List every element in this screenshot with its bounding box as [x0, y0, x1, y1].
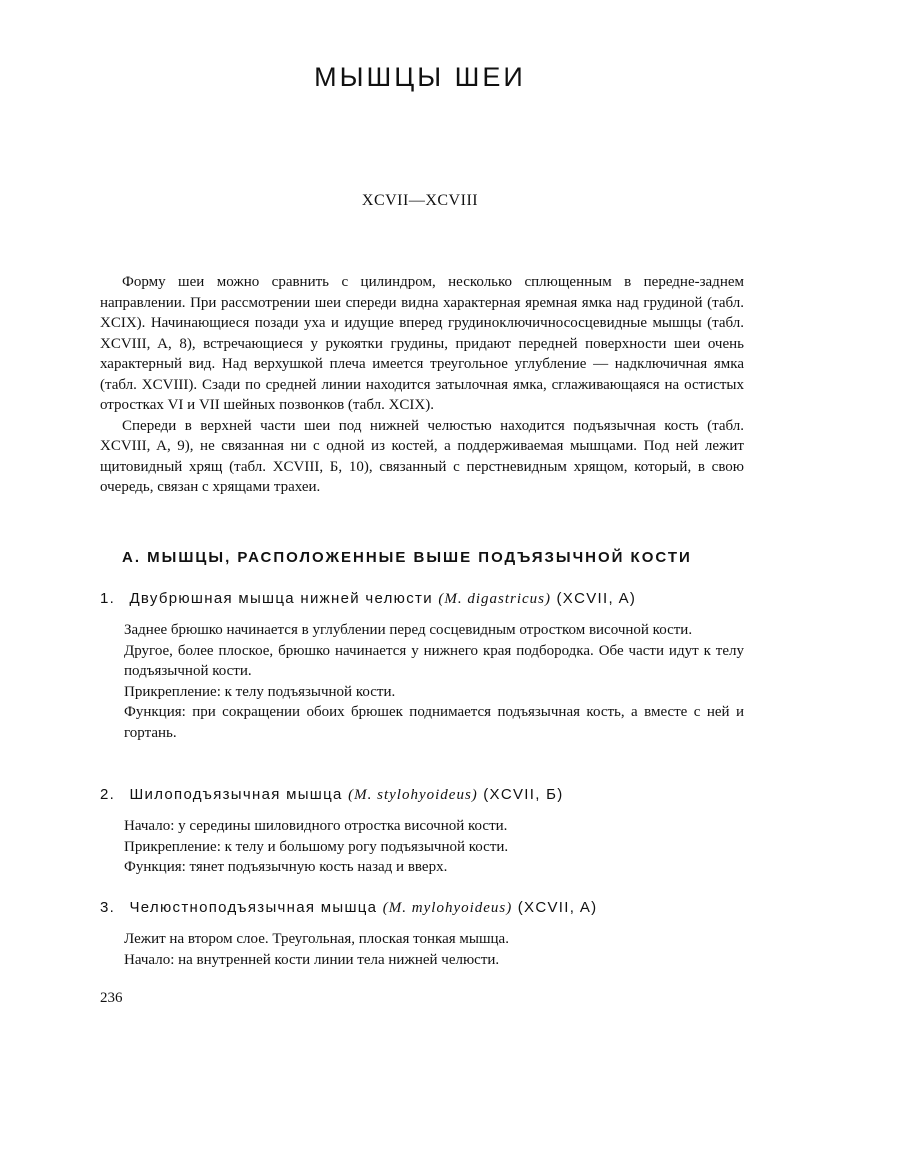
muscle-description — [124, 816, 744, 878]
intro-text — [100, 272, 744, 498]
description-line: Функция: тянет подъязычную кость назад и вверх. — [124, 859, 448, 875]
muscle-entry-digastricus — [100, 590, 744, 743]
page-title: МЫШЦЫ ШЕИ — [314, 62, 526, 92]
muscle-description — [124, 620, 744, 743]
muscle-heading — [100, 899, 744, 917]
muscle-latin-name: (M. digastricus) — [438, 591, 552, 607]
page-number: 236 — [100, 990, 123, 1006]
description-line: Прикрепление: к телу и большому рогу подъязычной кости. — [124, 838, 509, 855]
description-line: Начало: на внутренней кости линии тела нижней челюсти. — [124, 951, 500, 968]
plate-range: XCVII—XCVIII — [361, 192, 479, 209]
muscle-latin-name: (M. stylohyoideus) — [348, 787, 478, 803]
description-line: Заднее брюшко начинается в углублении перед сосцевидным отростком височной кости. — [124, 622, 693, 638]
description-line: Начало: у середины шиловидного отростка височной кости. — [124, 818, 508, 834]
muscle-name: Челюстноподъязычная мышца — [129, 899, 378, 916]
intro-paragraph: Форму шеи можно сравнить с цилиндром, несколько сплющенным в передне-заднем направлении. При рассмотрении шеи спереди видна характерная яремная ямка над грудиной (табл. XCIX). Начинающиеся позади уха и идущие вперед грудиноключичнососцевидные мышцы (табл. XCVIII, A, 8), встречающиеся у рукоятки грудины, придают передней поверхности шеи очень характерный вид. Над верхушкой плеча имеется треугольное углубление — надключичная ямка (табл. XCVIII). Сзади по средней линии находится затылочная ямка, сглаживающаяся на остистых отростках VI и VII шейных позвонков (табл. XCIX). — [100, 274, 744, 413]
muscle-plate-ref: (XCVII, Б) — [483, 786, 564, 803]
intro-paragraph: Спереди в верхней части шеи под нижней челюстью находится подъязычная кость (табл. XCVIII, A, 9), не связанная ни с одной из костей, а поддерживаемая мышцами. Под ней лежит щитовидный хрящ (табл. XCVIII, Б, 10), связанный с перстневидным хрящом, который, в свою очередь, связан с хрящами трахеи. — [100, 417, 744, 495]
muscle-name: Двубрюшная мышца нижней челюсти — [129, 590, 433, 607]
muscle-entry-mylohyoideus — [100, 899, 744, 970]
muscle-number: 3. — [100, 899, 116, 916]
section-heading: А. МЫШЦЫ, РАСПОЛОЖЕННЫЕ ВЫШЕ ПОДЪЯЗЫЧНОЙ КОСТИ — [122, 549, 692, 566]
muscle-heading — [100, 786, 744, 804]
muscle-plate-ref: (XCVII, A) — [556, 590, 637, 607]
muscle-plate-ref: (XCVII, A) — [517, 899, 598, 916]
muscle-number: 1. — [100, 590, 116, 607]
description-line: Лежит на втором слое. Треугольная, плоская тонкая мышца. — [124, 931, 509, 947]
description-line: Прикрепление: к телу подъязычной кости. — [124, 683, 396, 700]
muscle-heading — [100, 590, 744, 608]
muscle-description — [124, 929, 744, 970]
muscle-name: Шилоподъязычная мышца — [129, 786, 343, 803]
muscle-number: 2. — [100, 786, 116, 803]
muscle-entry-stylohyoideus — [100, 786, 744, 878]
description-line: Функция: при сокращении обоих брюшек поднимается подъязычная кость, а вместе с ней и гортань. — [124, 704, 744, 741]
description-line: Другое, более плоское, брюшко начинается у нижнего края подбородка. Обе части идут к телу подъязычной кости. — [124, 642, 744, 679]
muscle-latin-name: (M. mylohyoideus) — [382, 900, 513, 916]
